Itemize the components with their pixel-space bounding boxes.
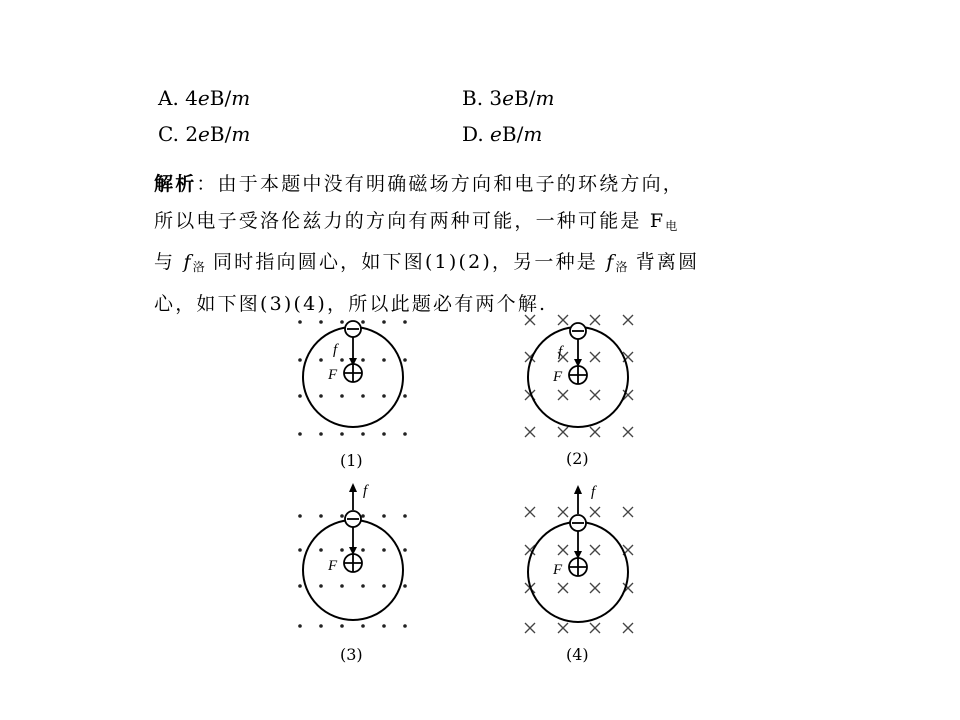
figure-2-diagram bbox=[515, 312, 645, 442]
field-cross bbox=[623, 507, 633, 517]
figure-1-caption: (1) bbox=[340, 451, 363, 470]
field-cross bbox=[590, 583, 600, 593]
figure-3-caption: (3) bbox=[340, 645, 363, 664]
field-cross bbox=[623, 315, 633, 325]
field-dot bbox=[319, 514, 323, 518]
analysis-line-1: 解析：由于本题中没有明确磁场方向和电子的环绕方向， bbox=[154, 173, 685, 195]
field-dot bbox=[403, 432, 407, 436]
field-dot bbox=[361, 624, 365, 628]
option-c: C. 2eB/m bbox=[158, 122, 251, 146]
field-dot bbox=[361, 320, 365, 324]
field-cross bbox=[558, 623, 568, 633]
field-cross bbox=[558, 545, 568, 555]
figure-1-diagram bbox=[290, 312, 420, 442]
option-a: A. 4eB/m bbox=[158, 86, 251, 110]
field-dot bbox=[340, 584, 344, 588]
field-dot bbox=[382, 584, 386, 588]
field-dot bbox=[298, 548, 302, 552]
field-dot bbox=[382, 624, 386, 628]
field-dot bbox=[340, 548, 344, 552]
field-dot bbox=[382, 432, 386, 436]
analysis-label: 解析 bbox=[154, 173, 197, 195]
field-cross bbox=[525, 507, 535, 517]
field-dot bbox=[340, 320, 344, 324]
figure-4-caption: (4) bbox=[566, 645, 589, 664]
field-cross bbox=[623, 427, 633, 437]
analysis-line-3: 与 $f_洛$ 同时指向圆心，如下图(1)(2)，另一种是 $f_洛$ 背离圆 bbox=[154, 251, 700, 274]
field-dot bbox=[361, 394, 365, 398]
f-label: f bbox=[333, 342, 338, 358]
field-dot bbox=[403, 320, 407, 324]
field-dot bbox=[382, 394, 386, 398]
field-dot bbox=[298, 358, 302, 362]
F-label: F bbox=[553, 369, 563, 385]
f-label: f bbox=[363, 483, 368, 499]
field-dot bbox=[361, 514, 365, 518]
F-label: F bbox=[328, 367, 338, 383]
analysis-paragraph bbox=[154, 166, 794, 322]
field-dot bbox=[319, 624, 323, 628]
field-dot bbox=[403, 514, 407, 518]
field-cross bbox=[558, 507, 568, 517]
field-dot bbox=[298, 394, 302, 398]
field-dot bbox=[319, 548, 323, 552]
field-dot bbox=[403, 358, 407, 362]
field-dot bbox=[382, 514, 386, 518]
f-label: f bbox=[558, 344, 563, 360]
field-dot bbox=[298, 514, 302, 518]
field-dot bbox=[319, 320, 323, 324]
f-label: f bbox=[591, 484, 596, 500]
field-dot bbox=[403, 548, 407, 552]
field-cross bbox=[558, 315, 568, 325]
field-dot bbox=[382, 320, 386, 324]
field-dot bbox=[319, 432, 323, 436]
field-cross bbox=[525, 623, 535, 633]
analysis-line-4: 心，如下图(3)(4)，所以此题必有两个解. bbox=[154, 292, 548, 315]
option-d: D. eB/m bbox=[462, 122, 543, 146]
field-dot bbox=[319, 358, 323, 362]
field-cross bbox=[558, 427, 568, 437]
field-dot bbox=[298, 624, 302, 628]
field-dot bbox=[403, 394, 407, 398]
field-dot bbox=[403, 584, 407, 588]
field-cross bbox=[590, 315, 600, 325]
field-dot bbox=[319, 394, 323, 398]
figure-3-diagram bbox=[290, 478, 420, 638]
field-dot bbox=[319, 584, 323, 588]
field-dot bbox=[340, 358, 344, 362]
figure-4-diagram bbox=[515, 478, 645, 638]
F-label: F bbox=[553, 562, 563, 578]
field-cross bbox=[590, 507, 600, 517]
field-dot bbox=[340, 394, 344, 398]
field-cross bbox=[590, 545, 600, 555]
field-cross bbox=[590, 623, 600, 633]
field-dot bbox=[382, 548, 386, 552]
field-dot bbox=[298, 320, 302, 324]
field-dot bbox=[361, 358, 365, 362]
F-label: F bbox=[328, 558, 338, 574]
field-dot bbox=[361, 548, 365, 552]
field-cross bbox=[590, 427, 600, 437]
option-b: B. 3eB/m bbox=[462, 86, 555, 110]
field-cross bbox=[558, 583, 568, 593]
field-dot bbox=[340, 624, 344, 628]
field-dot bbox=[361, 432, 365, 436]
field-cross bbox=[525, 427, 535, 437]
figure-2-caption: (2) bbox=[566, 449, 589, 468]
field-dot bbox=[298, 432, 302, 436]
field-cross bbox=[525, 315, 535, 325]
field-dot bbox=[403, 624, 407, 628]
analysis-line-2: 所以电子受洛伦兹力的方向有两种可能，一种可能是 $F_电$ bbox=[154, 209, 678, 233]
field-dot bbox=[340, 514, 344, 518]
field-dot bbox=[340, 432, 344, 436]
field-dot bbox=[298, 584, 302, 588]
field-dot bbox=[361, 584, 365, 588]
field-dot bbox=[382, 358, 386, 362]
field-cross bbox=[623, 623, 633, 633]
